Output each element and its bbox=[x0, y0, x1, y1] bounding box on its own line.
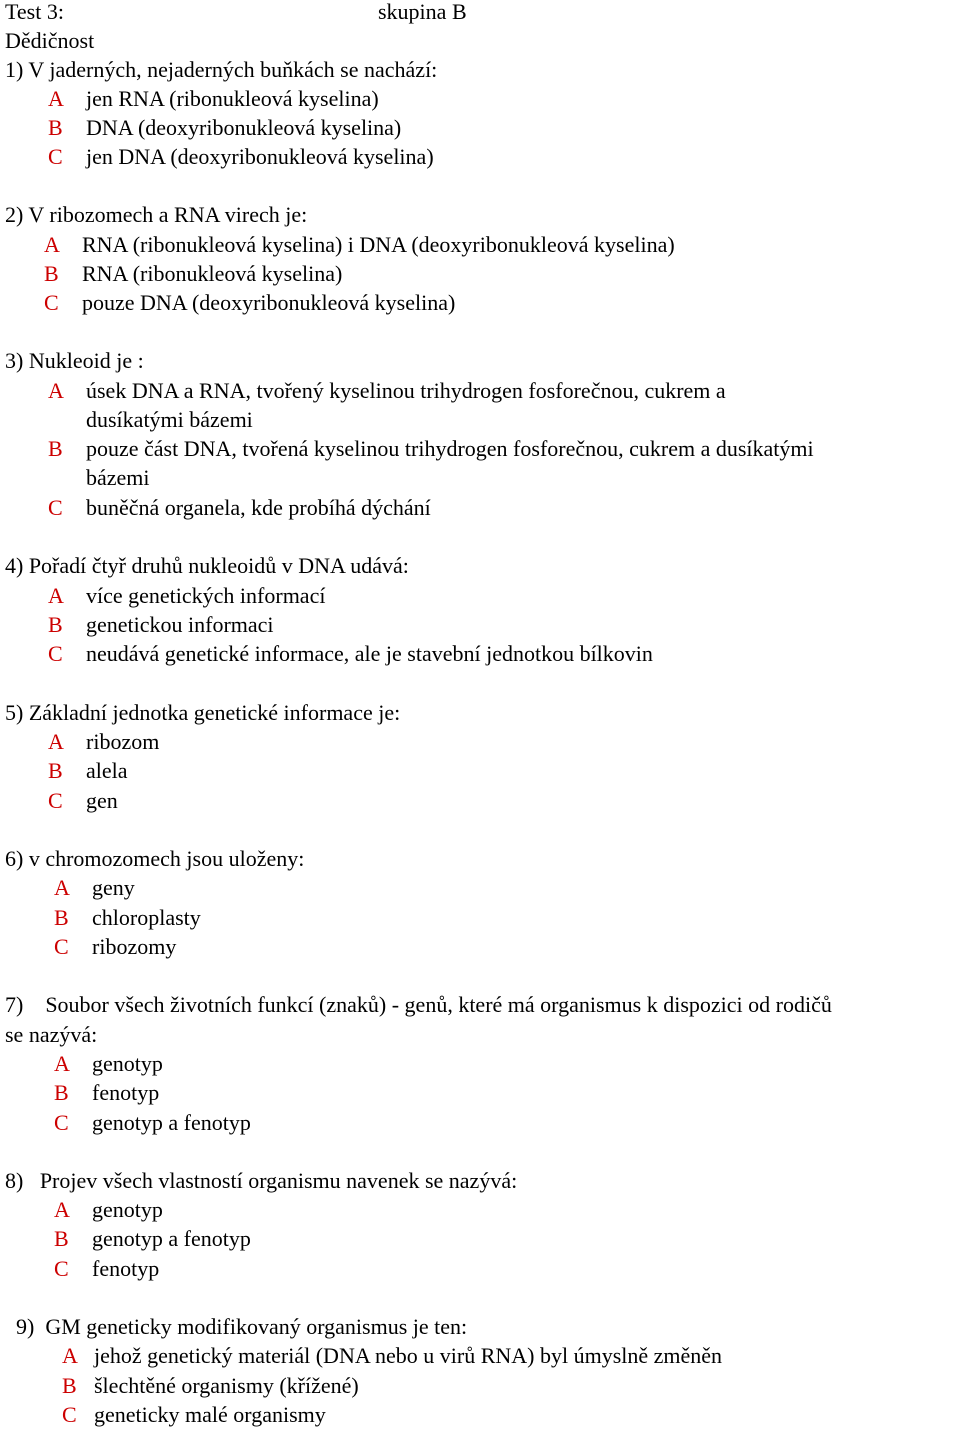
question-5-option-a: A ribozom bbox=[48, 729, 160, 754]
question-5-option-c: C gen bbox=[48, 788, 118, 813]
question-3-option-a: A úsek DNA a RNA, tvořený kyselinou trihydrogen fosforečnou, cukrem a bbox=[48, 378, 726, 403]
question-4-option-c: C neudává genetické informace, ale je stavební jednotkou bílkovin bbox=[48, 641, 653, 666]
question-7-stem-continuation: se nazývá: bbox=[5, 1022, 98, 1047]
question-9-option-b: B šlechtěné organismy (křížené) bbox=[62, 1373, 359, 1398]
test-label: Test 3: bbox=[5, 0, 64, 24]
question-6-option-a: A geny bbox=[54, 875, 135, 900]
question-5-stem: 5) Základní jednotka genetické informace je: bbox=[5, 700, 401, 725]
question-3-option-a-continuation: dusíkatými bázemi bbox=[86, 407, 253, 432]
question-2-option-b: B RNA (ribonukleová kyselina) bbox=[44, 261, 343, 286]
question-6-stem: 6) v chromozomech jsou uloženy: bbox=[5, 846, 305, 871]
question-9-option-c: C geneticky malé organismy bbox=[62, 1402, 326, 1427]
question-8-option-a: A genotyp bbox=[54, 1197, 163, 1222]
question-3-option-b-continuation: bázemi bbox=[86, 465, 150, 490]
question-3-option-b: B pouze část DNA, tvořená kyselinou trihydrogen fosforečnou, cukrem a dusíkatými bbox=[48, 436, 814, 461]
question-1-stem: 1) V jaderných, nejaderných buňkách se nachází: bbox=[5, 57, 438, 82]
question-1-option-c: C jen DNA (deoxyribonukleová kyselina) bbox=[48, 144, 434, 169]
question-8-option-c: C fenotyp bbox=[54, 1256, 160, 1281]
question-2-option-c: C pouze DNA (deoxyribonukleová kyselina) bbox=[44, 290, 456, 315]
question-7-option-c: C genotyp a fenotyp bbox=[54, 1110, 251, 1135]
question-3-stem: 3) Nukleoid je : bbox=[5, 348, 144, 373]
question-1-option-a: A jen RNA (ribonukleová kyselina) bbox=[48, 86, 379, 111]
question-3-option-c: C buněčná organela, kde probíhá dýchání bbox=[48, 495, 431, 520]
question-8-stem: 8) Projev všech vlastností organismu navenek se nazývá: bbox=[5, 1168, 518, 1193]
question-4-stem: 4) Pořadí čtyř druhů nukleoidů v DNA udává: bbox=[5, 553, 409, 578]
question-5-option-b: B alela bbox=[48, 758, 128, 783]
question-9-option-a: A jehož genetický materiál (DNA nebo u virů RNA) byl úmyslně změněn bbox=[62, 1343, 723, 1368]
question-7-option-a: A genotyp bbox=[54, 1051, 163, 1076]
group-label: skupina B bbox=[378, 0, 467, 24]
question-4-option-b: B genetickou informaci bbox=[48, 612, 274, 637]
question-7-stem: 7) Soubor všech životních funkcí (znaků) - genů, které má organismus k dispozici od rodičů bbox=[5, 992, 832, 1017]
question-2-option-a: A RNA (ribonukleová kyselina) i DNA (deoxyribonukleová kyselina) bbox=[44, 232, 675, 257]
subject-title: Dědičnost bbox=[5, 28, 95, 53]
question-7-option-b: B fenotyp bbox=[54, 1080, 160, 1105]
question-2-stem: 2) V ribozomech a RNA virech je: bbox=[5, 202, 308, 227]
question-1-option-b: B DNA (deoxyribonukleová kyselina) bbox=[48, 115, 402, 140]
question-8-option-b: B genotyp a fenotyp bbox=[54, 1226, 251, 1251]
question-6-option-b: B chloroplasty bbox=[54, 905, 201, 930]
question-4-option-a: A více genetických informací bbox=[48, 583, 326, 608]
question-9-stem: 9) GM geneticky modifikovaný organismus je ten: bbox=[16, 1314, 468, 1339]
question-6-option-c: C ribozomy bbox=[54, 934, 177, 959]
